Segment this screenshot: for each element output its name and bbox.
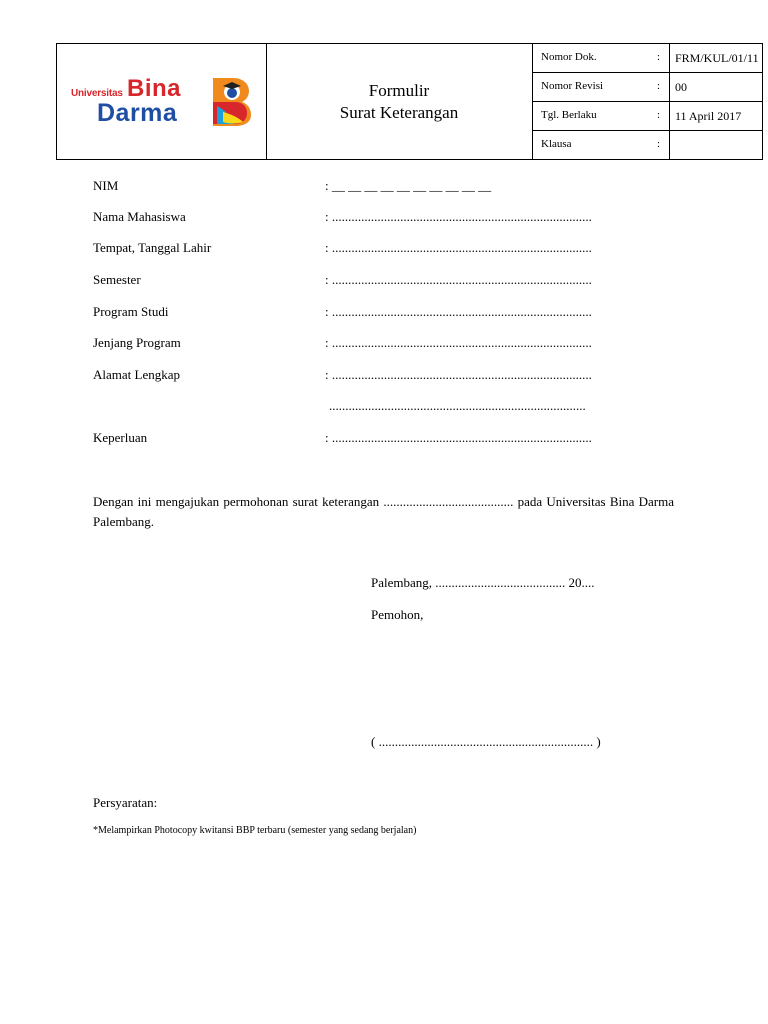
logo-b-emblem-icon xyxy=(207,76,253,128)
field-alamat-lengkap xyxy=(93,367,693,385)
field-blank: ............................................................................... xyxy=(329,398,586,413)
field-label: Keperluan xyxy=(93,430,148,445)
logo-cell xyxy=(57,44,267,159)
field-semester xyxy=(93,272,693,290)
field-jenjang-program xyxy=(93,335,693,353)
meta-value xyxy=(669,131,762,159)
field-blank: : ................................................................................ xyxy=(325,335,592,350)
meta-colon: : xyxy=(657,138,661,150)
requirements-item: *Melampirkan Photocopy kwitansi BBP terbaru (semester yang sedang berjalan) xyxy=(93,825,417,836)
meta-row-nomor-dok xyxy=(533,44,762,73)
field-label: Tempat, Tanggal Lahir xyxy=(93,240,212,255)
field-program-studi xyxy=(93,304,693,322)
field-blank: : __ __ __ __ __ __ __ __ __ __ xyxy=(325,178,492,193)
form-title-line2: Surat Keterangan xyxy=(339,102,459,122)
meta-row-klausa xyxy=(533,131,762,160)
logo-text-universitas: Universitas xyxy=(71,88,123,99)
form-title-line1: Formulir xyxy=(368,80,430,100)
document-meta xyxy=(533,44,762,159)
field-blank: : ................................................................................ xyxy=(325,304,592,319)
university-logo xyxy=(69,72,259,132)
field-tempat-tanggal-lahir xyxy=(93,240,693,258)
field-alamat-continued xyxy=(93,398,693,416)
meta-colon: : xyxy=(657,51,661,63)
meta-colon: : xyxy=(657,80,661,92)
request-paragraph: Dengan ini mengajukan permohonan surat keterangan ........................................ pada Universitas Bina Darma Palembang. xyxy=(93,494,674,529)
header-table xyxy=(56,43,763,160)
field-blank: : ................................................................................ xyxy=(325,430,592,445)
signature-place-date: Palembang, ........................................ 20.... xyxy=(371,575,595,590)
logo-text-darma: Darma xyxy=(97,99,178,127)
field-label: Alamat Lengkap xyxy=(93,367,180,382)
field-label: Program Studi xyxy=(93,304,169,319)
field-blank: : ................................................................................ xyxy=(325,272,592,287)
meta-value: FRM/KUL/01/11 xyxy=(669,44,762,72)
meta-colon: : xyxy=(657,109,661,121)
meta-label: Nomor Revisi xyxy=(541,80,604,92)
field-blank: : ................................................................................ xyxy=(325,209,592,224)
meta-value: 00 xyxy=(669,73,762,101)
requirements-title: Persyaratan: xyxy=(93,795,158,810)
meta-label: Nomor Dok. xyxy=(541,51,597,63)
meta-row-nomor-revisi xyxy=(533,73,762,102)
signature-name-line: ( .................................................................. ) xyxy=(371,734,601,749)
meta-row-tgl-berlaku xyxy=(533,102,762,131)
field-label: Nama Mahasiswa xyxy=(93,209,186,224)
signature-applicant-label: Pemohon, xyxy=(371,607,424,622)
field-blank: : ................................................................................ xyxy=(325,367,592,382)
form-title xyxy=(266,44,533,159)
field-blank: : ................................................................................ xyxy=(325,240,592,255)
field-label: Jenjang Program xyxy=(93,335,181,350)
field-label: NIM xyxy=(93,178,119,193)
field-keperluan xyxy=(93,430,693,448)
field-nim xyxy=(93,178,693,196)
logo-text-bina: Bina xyxy=(127,75,182,102)
field-nama-mahasiswa xyxy=(93,209,693,227)
meta-label: Klausa xyxy=(541,138,572,150)
field-label: Semester xyxy=(93,272,141,287)
meta-value: 11 April 2017 xyxy=(669,102,762,130)
meta-label: Tgl. Berlaku xyxy=(541,109,597,121)
